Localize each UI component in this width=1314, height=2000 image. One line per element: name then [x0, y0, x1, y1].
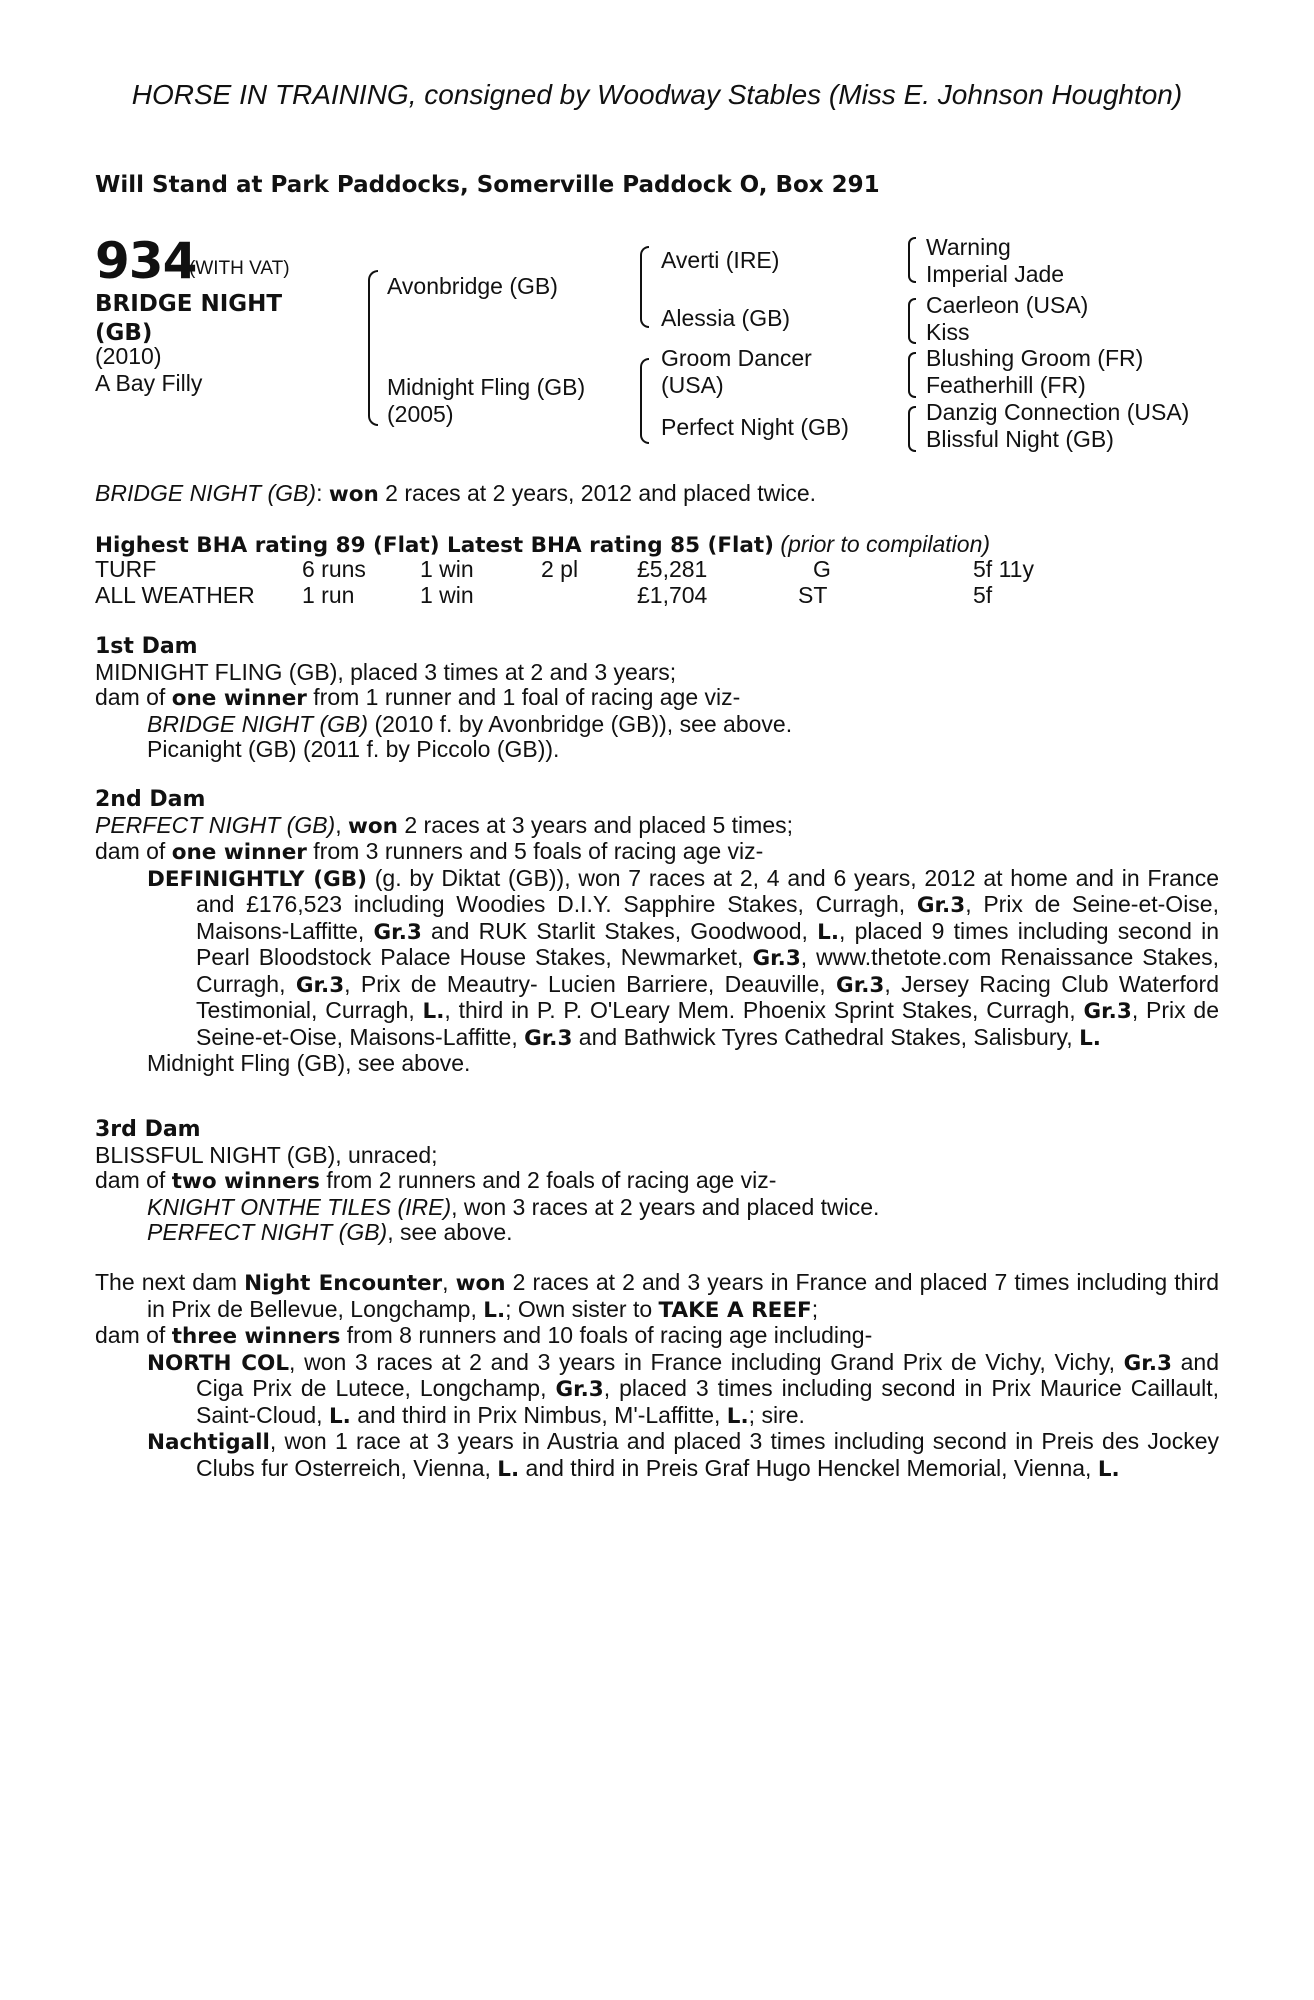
pedigree-dam-year: (2005) — [387, 401, 454, 427]
horse-description: A Bay Filly — [95, 370, 203, 396]
pedigree-gg5: Blushing Groom (FR) — [926, 345, 1144, 371]
vat-label: (WITH VAT) — [189, 258, 290, 279]
pedigree-gg7: Danzig Connection (USA) — [926, 399, 1190, 425]
pedigree-gg2: Imperial Jade — [926, 261, 1065, 287]
first-dam-title: 1st Dam — [95, 634, 198, 659]
definightly-entry: DEFINIGHTLY (GB) (g. by Diktat (GB)), won 7 races at 2, 4 and 6 years, 2012 at home and in France and £176,523 including Woodies D.I.Y. Sapphire Stakes, Curragh, Gr.3, Prix de Seine-et-Oise, Maisons-Laffitte, Gr.3 and RUK Starlit Stakes, Goodwood, L., placed 9 times including second in Pearl Bloodstock Palace House Stakes, Newmarket, Gr.3, www.thetote.com Renaissance Stakes, Curragh, Gr.3, Prix de Meautry- Lucien Barriere, Deauville, Gr.3, Jersey Racing Club Waterford Testimonial, Curragh, L., third in P. P. O'Leary Mem. Phoenix Sprint Stakes, Curragh, Gr.3, Prix de Seine-et-Oise, Maisons-Laffitte, Gr.3 and Bathwick Tyres Cathedral Stakes, Salisbury, L. — [147, 864, 1219, 1051]
pedigree-brace-parents — [368, 270, 378, 426]
pedigree-brace-g2 — [908, 298, 916, 344]
third-dam-section: 3rd Dam BLISSFUL NIGHT (GB), unraced; dam of two winners from 2 runners and 2 foals of racing age viz- KNIGHT ONTHE TILES (IRE), won 3 races at 2 years and placed twice. PERFECT NIGHT (GB), see above. — [95, 1117, 1219, 1246]
pedigree-sire-sire: Averti (IRE) — [661, 247, 780, 273]
pedigree-sire: Avonbridge (GB) — [387, 273, 558, 299]
rating-note: (prior to compilation) — [780, 531, 991, 557]
pedigree-gg3: Caerleon (USA) — [926, 292, 1089, 318]
horse-name: BRIDGE NIGHT (GB) — [95, 291, 283, 346]
pedigree-gg8: Blissful Night (GB) — [926, 426, 1114, 452]
horse-info — [95, 343, 202, 397]
pedigree-sire-dam: Alessia (GB) — [661, 305, 791, 331]
lot-number: 934 — [95, 232, 197, 290]
pedigree-brace-dam — [640, 358, 649, 444]
pedigree-gg1: Warning — [926, 234, 1011, 260]
rating-text: Highest BHA rating 89 (Flat) Latest BHA rating 85 (Flat) — [95, 533, 775, 558]
pedigree-gg6: Featherhill (FR) — [926, 372, 1086, 398]
bha-rating — [95, 532, 1219, 559]
race-summary: BRIDGE NIGHT (GB): won 2 races at 2 years, 2012 and placed twice. — [95, 480, 817, 507]
first-dam-section: 1st Dam MIDNIGHT FLING (GB), placed 3 times at 2 and 3 years; dam of one winner from 1 runner and 1 foal of racing age viz- BRIDGE NIGHT (GB) (2010 f. by Avonbridge (GB)), see above. Picanight (GB) (2011 f. by Piccolo (GB)). — [95, 634, 1219, 763]
third-dam-title: 3rd Dam — [95, 1117, 201, 1142]
summary-horse-name: BRIDGE NIGHT (GB) — [95, 480, 317, 506]
pedigree-dam-sire-line2: (USA) — [661, 372, 724, 398]
consignor-heading: HORSE IN TRAINING, consigned by Woodway Stables (Miss E. Johnson Houghton) — [131, 79, 1183, 110]
pedigree-brace-g1 — [908, 237, 916, 283]
pedigree-dam: Midnight Fling (GB) — [387, 374, 586, 400]
nachtigall-entry: Nachtigall, won 1 race at 3 years in Austria and placed 3 times including second in Preis des Jockey Clubs fur Osterreich, Vienna, L. and third in Preis Graf Hugo Henckel Memorial, Vienna, L. — [147, 1428, 1219, 1482]
catalogue-page: HORSE IN TRAINING, consigned by Woodway Stables (Miss E. Johnson Houghton) Will Stand at Park Paddocks, Somerville Paddock O, Box 291 934 (WITH VAT) BRIDGE NIGHT (GB) (2010) A Bay Filly Avonbridge (GB) Midnight Fling (GB) (2005) Averti (IRE) Alessia (GB) Groom Dancer (USA) Perfect Night (GB) Warning Imperial Jade Caerleon (USA) Kiss Blushing Groom (FR) Featherhill (FR) Danzig Connection (USA) Blissful Night (GB) BRIDGE NIGHT (GB): won 2 races at 2 years, 2012 and placed twice. Highest BHA rating 89 (Flat) Latest BHA rating 85 (Flat) (prior to compilation) TURF 6 runs 1 win 2 pl £5,281 G 5f 11y ALL WEATHER 1 run 1 win £1,704 ST 5f 1st Dam MIDNIGHT FLING (GB), placed 3 times at 2 and 3 years; dam of one winner from 1 runner and 1 foal of racing age viz- BRIDGE NIGHT (GB) (2010 f. by Avonbridge (GB)), see above. Picanight (GB) (2011 f. by Piccolo (GB)). 2nd Dam PERFECT NIGHT (GB), won 2 races at 3 years and placed 5 times; dam of one winner from 3 runners and 5 foals of racing age viz- DEFINIGHTLY (GB) (g. by Diktat (GB)), won 7 races at 2, 4 and 6 years, 2012 at home and in France and £176,523 including Woodies D.I.Y. Sapphire Stakes, Curragh, Gr.3, Prix de Seine-et-Oise, Maisons-Laffitte, Gr.3 and RUK Starlit Stakes, Goodwood, L., placed 9 times including second in Pearl Bloodstock Palace House Stakes, Newmarket, Gr.3, www.thetote.com Renaissance Stakes, Curragh, Gr.3, Prix de Meautry- Lucien Barriere, Deauville, Gr.3, Jersey Racing Club Waterford Testimonial, Curragh, L., third in P. P. O'Leary Mem. Phoenix Sprint Stakes, Curragh, Gr.3, Prix de Seine-et-Oise, Maisons-Laffitte, Gr.3 and Bathwick Tyres Cathedral Stakes, Salisbury, L. Midnight Fling (GB), see above. 3rd Dam BLISSFUL NIGHT (GB), unraced; dam of two winners from 2 runners and 2 foals of racing age viz- KNIGHT ONTHE TILES (IRE), won 3 races at 2 years and placed twice. PERFECT NIGHT (GB), see above. The next dam Night Encounter, won 2 races at 2 and 3 years in France and placed 7 times including third in Prix de Bellevue, Longchamp, L.; Own sister to TAKE A REEF; dam of three winners from 8 runners and 10 foals of racing age including- NORTH COL, won 3 races at 2 and 3 years in France including Grand Prix de Vichy, Vichy, Gr.3 and Ciga Prix de Lutece, Longchamp, Gr.3, placed 3 times including second in Prix Maurice Caillault, Saint-Cloud, L. and third in Prix Nimbus, M'-Laffitte, L.; sire. Nachtigall, won 1 race at 3 years in Austria and placed 3 times including second in Preis des Jockey Clubs fur Osterreich, Vienna, L. and third in Preis Graf Hugo Henckel Memorial, Vienna, L. — [95, 79, 1220, 1482]
stand-location: Will Stand at Park Paddocks, Somerville Paddock O, Box 291 — [95, 172, 880, 198]
second-dam-title: 2nd Dam — [95, 787, 206, 812]
pedigree-brace-g4 — [908, 406, 916, 452]
pedigree-dam-sire-line1: Groom Dancer — [661, 345, 812, 371]
pedigree-gg4: Kiss — [926, 319, 970, 345]
next-dam-section: The next dam Night Encounter, won 2 races at 2 and 3 years in France and placed 7 times including third in Prix de Bellevue, Longchamp, L.; Own sister to TAKE A REEF; dam of three winners from 8 runners and 10 foals of racing age including- NORTH COL, won 3 races at 2 and 3 years in France including Grand Prix de Vichy, Vichy, Gr.3 and Ciga Prix de Lutece, Longchamp, Gr.3, placed 3 times including second in Prix Maurice Caillault, Saint-Cloud, L. and third in Prix Nimbus, M'-Laffitte, L.; sire. Nachtigall, won 1 race at 3 years in Austria and placed 3 times including second in Preis des Jockey Clubs fur Osterreich, Vienna, L. and third in Preis Graf Hugo Henckel Memorial, Vienna, L. — [95, 1269, 1220, 1482]
pedigree-brace-sire — [640, 246, 649, 328]
pedigree-brace-g3 — [908, 352, 916, 398]
second-dam-section: 2nd Dam PERFECT NIGHT (GB), won 2 races at 3 years and placed 5 times; dam of one winner from 3 runners and 5 foals of racing age viz- DEFINIGHTLY (GB) (g. by Diktat (GB)), won 7 races at 2, 4 and 6 years, 2012 at home and in France and £176,523 including Woodies D.I.Y. Sapphire Stakes, Curragh, Gr.3, Prix de Seine-et-Oise, Maisons-Laffitte, Gr.3 and RUK Starlit Stakes, Goodwood, L., placed 9 times including second in Pearl Bloodstock Palace House Stakes, Newmarket, Gr.3, www.thetote.com Renaissance Stakes, Curragh, Gr.3, Prix de Meautry- Lucien Barriere, Deauville, Gr.3, Jersey Racing Club Waterford Testimonial, Curragh, L., third in P. P. O'Leary Mem. Phoenix Sprint Stakes, Curragh, Gr.3, Prix de Seine-et-Oise, Maisons-Laffitte, Gr.3 and Bathwick Tyres Cathedral Stakes, Salisbury, L. Midnight Fling (GB), see above. — [95, 787, 1219, 1076]
pedigree-dam-dam: Perfect Night (GB) — [661, 414, 849, 440]
foaling-year: (2010) — [95, 343, 162, 369]
north-col-entry: NORTH COL, won 3 races at 2 and 3 years in France including Grand Prix de Vichy, Vichy, Gr.3 and Ciga Prix de Lutece, Longchamp, Gr.3, placed 3 times including second in Prix Maurice Caillault, Saint-Cloud, L. and third in Prix Nimbus, M'-Laffitte, L.; sire. — [147, 1348, 1220, 1429]
